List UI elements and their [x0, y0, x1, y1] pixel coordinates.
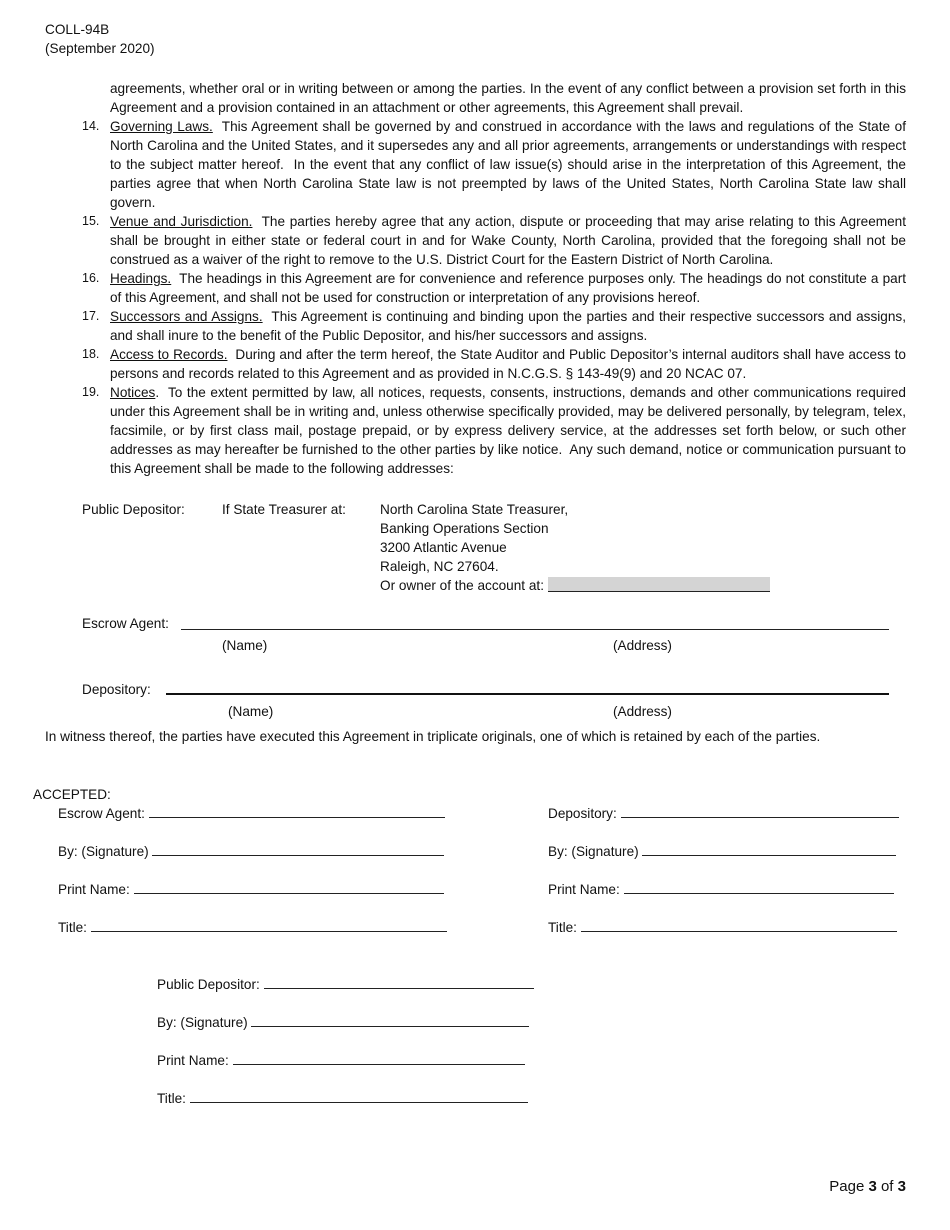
public-depositor-title-label: Title: — [157, 1091, 186, 1106]
section-body — [110, 345, 910, 383]
section-number: 15. — [82, 214, 100, 228]
section-text: During and after the term hereof, the State Auditor and Public Depositor’s internal auditors shall have access to persons and records related to this Agreement and as provided in N.C.G.S. § 143-49(9) and 20 NCAC 07. — [110, 347, 910, 381]
public-depositor-by-signature-label: By: (Signature) — [157, 1015, 248, 1030]
public-depositor-print-name-line[interactable] — [157, 1052, 525, 1068]
depository-sign-line[interactable] — [548, 805, 899, 821]
section-body — [110, 117, 910, 212]
section-text: The headings in this Agreement are for convenience and reference purposes only. The headings do not constitute a part of this Agreement, and shall not be used for construction or interpretation of any provisions hereof. — [110, 271, 910, 305]
treasurer-address — [380, 500, 770, 595]
escrow-agent-sign-label: Escrow Agent: — [58, 806, 145, 821]
depository-title-line[interactable] — [548, 919, 897, 935]
public-depositor-by-signature-line[interactable] — [157, 1014, 529, 1030]
depository-sign-label: Depository: — [548, 806, 617, 821]
section-title: Headings. — [110, 271, 172, 286]
address-line-1: North Carolina State Treasurer, — [380, 502, 569, 517]
section-item — [82, 269, 910, 307]
page-prefix: Page — [829, 1178, 869, 1195]
section-title: Successors and Assigns. — [110, 309, 263, 324]
address-line-3: 3200 Atlantic Avenue — [380, 540, 507, 555]
section-number: 19. — [82, 385, 100, 399]
escrow-agent-label: Escrow Agent: — [82, 616, 169, 631]
section-text: The parties hereby agree that any action, dispute or proceeding that may arise relating to this Agreement shall be brought in either state or federal court in and for Wake County, North Carolina, provided that the foregoing shall not be construed as a waiver of the right to remove to the U.S. District Court for the Eastern District of North Carolina. — [110, 214, 910, 267]
depository-label: Depository: — [82, 682, 151, 697]
section-item — [82, 383, 910, 478]
depository-address-caption: (Address) — [613, 704, 672, 719]
witness-statement: In witness thereof, the parties have executed this Agreement in triplicate originals, one of which is retained by each of the parties. — [45, 729, 821, 744]
escrow-by-signature-label: By: (Signature) — [58, 844, 149, 859]
section-title: Governing Laws. — [110, 119, 213, 134]
owner-account-field[interactable] — [548, 577, 770, 592]
section-item — [82, 345, 910, 383]
section-text: This Agreement is continuing and binding upon the parties and their respective successors and assigns, and shall inure to the benefit of the Public Depositor, and his/her successors and assigns. — [110, 309, 910, 343]
public-depositor-sign-label: Public Depositor: — [157, 977, 260, 992]
section-body — [110, 269, 910, 307]
section-number: 18. — [82, 347, 100, 361]
depository-title-label: Title: — [548, 920, 577, 935]
section-title: Access to Records. — [110, 347, 228, 362]
section-number: 14. — [82, 119, 100, 133]
form-date: (September 2020) — [45, 41, 155, 56]
escrow-print-name-label: Print Name: — [58, 882, 130, 897]
section-text: . To the extent permitted by law, all notices, requests, consents, instructions, demands and other communications required under this Agreement shall be in writing and, unless otherwise specifically provided, may be delivered personally, by telegram, telex, facsimile, or by first class mail, postage prepaid, or by express delivery service, at the addresses set forth below, or such other addresses as may hereafter be furnished to the other parties by like notice. Any such demand, notice or communication pursuant to this Agreement shall be made to the following addresses: — [110, 385, 910, 476]
public-depositor-label: Public Depositor: — [82, 502, 185, 517]
section-text: This Agreement shall be governed by and construed in accordance with the laws and regulations of the State of North Carolina and the United States, and it supersedes any and all prior agreements, arrangements or understandings with respect to the subject matter hereof. In the event that any conflict of law issue(s) should arise in the interpretation of this Agreement, the parties agree that when North Carolina State law is not preempted by laws of the United States, North Carolina State law shall govern. — [110, 119, 910, 210]
accepted-label: ACCEPTED: — [33, 787, 111, 802]
page-of: of — [876, 1178, 898, 1195]
section-title: Venue and Jurisdiction. — [110, 214, 253, 229]
section-number: 17. — [82, 309, 100, 323]
sections-list — [82, 117, 910, 478]
form-id: COLL-94B — [45, 22, 110, 37]
depository-print-name-label: Print Name: — [548, 882, 620, 897]
depository-by-signature-line[interactable] — [548, 843, 896, 859]
address-line-4: Raleigh, NC 27604. — [380, 559, 499, 574]
continuation-text: agreements, whether oral or in writing between or among the parties. In the event of any conflict between a provision set forth in this Agreement and a provision contained in an attachment or other agreements, this Agreement shall prevail. — [110, 81, 906, 115]
public-depositor-sign-line[interactable] — [157, 976, 534, 992]
depository-line[interactable] — [166, 693, 889, 695]
depository-print-name-line[interactable] — [548, 881, 894, 897]
section-item — [82, 307, 910, 345]
page-number — [829, 1178, 906, 1195]
owner-line — [380, 576, 770, 595]
depository-name-caption: (Name) — [228, 704, 274, 719]
section-title: Notices — [110, 385, 156, 400]
owner-label: Or owner of the account at: — [380, 578, 544, 593]
public-depositor-print-name-label: Print Name: — [157, 1053, 229, 1068]
escrow-title-line[interactable] — [58, 919, 447, 935]
form-header — [45, 20, 155, 58]
depository-by-signature-label: By: (Signature) — [548, 844, 639, 859]
address-line-2: Banking Operations Section — [380, 521, 549, 536]
section-body — [110, 383, 910, 478]
section-body — [110, 307, 910, 345]
escrow-by-signature-line[interactable] — [58, 843, 444, 859]
escrow-agent-sign-line[interactable] — [58, 805, 445, 821]
section-number: 16. — [82, 271, 100, 285]
escrow-name-caption: (Name) — [222, 638, 268, 653]
escrow-print-name-line[interactable] — [58, 881, 444, 897]
section-item — [82, 117, 910, 212]
if-state-treasurer-label: If State Treasurer at: — [222, 502, 346, 517]
escrow-title-label: Title: — [58, 920, 87, 935]
page-current: 3 — [868, 1178, 877, 1195]
agreement-body — [82, 79, 910, 478]
public-depositor-title-line[interactable] — [157, 1090, 528, 1106]
escrow-agent-line[interactable] — [181, 629, 889, 630]
escrow-address-caption: (Address) — [613, 638, 672, 653]
section-item — [82, 212, 910, 269]
section-body — [110, 212, 910, 269]
page-total: 3 — [897, 1178, 906, 1195]
